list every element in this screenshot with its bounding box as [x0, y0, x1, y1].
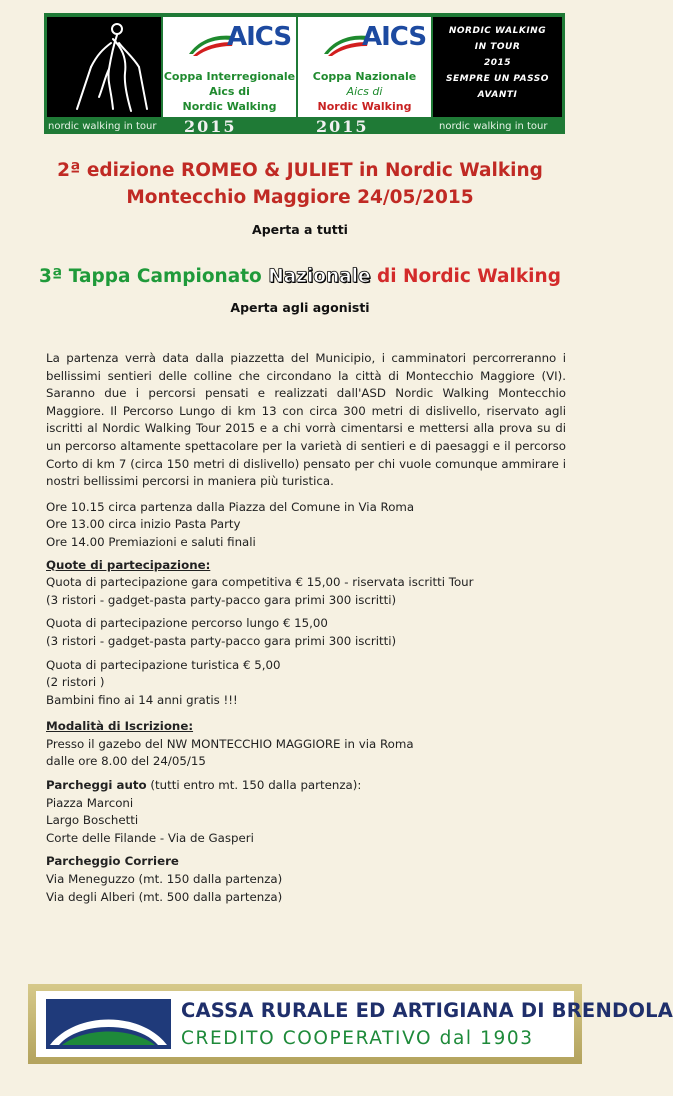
nordic-walking-tour-panel — [433, 17, 562, 117]
parking-item: Largo Boschetti — [46, 813, 139, 828]
nordic-walker-panel — [47, 17, 161, 117]
bank-subtitle: CREDITO COOPERATIVO dal 1903 — [181, 1028, 534, 1049]
strip-year-1: 2015 — [184, 117, 237, 136]
place-date-title: Montecchio Maggiore 24/05/2015 — [126, 187, 474, 208]
tappa-mid: Nazionale — [268, 266, 371, 287]
quote-long: Quota di partecipazione percorso lungo € 15,00 — [46, 616, 328, 631]
bank-bridge-logo-icon — [46, 999, 171, 1049]
intro-paragraph: La partenza verrà data dalla piazzetta del Municipio, i camminatori percorreranno i bellissimi sentieri delle colline che circondano la città di Montecchio Maggiore (VI). Saranno due i percorsi pensati e realizzati dall'ASD Nordic Walking Montecchio Maggiore. Il Percorso Lungo di km 13 con circa 300 metri di dislivello, riservato agli iscritti al Nordic Walking Tour 2015 e a chi vorrà cimentarsi e mettersi alla prova su di un percorso altamente spettacolare per la varietà di sentieri e di paesaggi e il percorso Corto di km 7 (circa 150 metri di dislivello) pensato per chi vuole comunque ammirare i nostri bellissimi percorsi in maniera più turistica. — [46, 351, 566, 489]
bank-name: CASSA RURALE ED ARTIGIANA DI BRENDOLA — [181, 999, 673, 1022]
quote-competitive: Quota di partecipazione gara competitiva € 15,00 - riservata iscritti Tour — [46, 575, 474, 590]
tour-line4: SEMPRE UN PASSO — [446, 74, 549, 84]
panel3-text — [298, 69, 431, 114]
sponsor-logo-box — [36, 991, 673, 1057]
aics-logo — [185, 20, 292, 60]
edition-title: 2ª edizione ROMEO & JULIET in Nordic Walking — [57, 160, 543, 181]
quote-section — [46, 557, 566, 710]
panel3-line3: Nordic Walking — [317, 100, 412, 113]
tour-line3: 2015 — [483, 58, 512, 68]
panel2-text — [163, 69, 296, 114]
parcheggi-auto-section — [46, 777, 566, 847]
panel2-line3: Nordic Walking — [182, 100, 277, 113]
iscrizione-line1: Presso il gazebo del NW MONTECCHIO MAGGIORE in via Roma — [46, 736, 414, 751]
tappa-title — [0, 266, 600, 287]
panel3-line1: Coppa Nazionale — [312, 70, 417, 83]
aics-logo — [320, 20, 427, 60]
quote-kids: Bambini fino ai 14 anni gratis !!! — [46, 692, 238, 707]
banner-strip — [44, 119, 565, 134]
parking-item: Piazza Marconi — [46, 795, 134, 810]
strip-year-2: 2015 — [316, 117, 369, 136]
panel2-line1: Coppa Interregionale — [163, 70, 296, 83]
aics-brand: AICS — [362, 22, 427, 52]
quote-tourist: Quota di partecipazione turistica € 5,00 — [46, 657, 281, 672]
parcheggi-auto-note: (tutti entro mt. 150 dalla partenza): — [146, 778, 362, 793]
event-body — [46, 350, 566, 906]
quote-competitive-note: (3 ristori - gadget-pasta party-pacco gara primi 300 iscritti) — [46, 592, 397, 607]
tappa-pre: 3ª Tappa Campionato — [39, 266, 269, 287]
tour-line5: AVANTI — [477, 90, 518, 100]
schedule-list — [46, 499, 566, 552]
schedule-item: Ore 10.15 circa partenza dalla Piazza del Comune in Via Roma — [46, 499, 415, 514]
panel2-line2: Aics di — [209, 85, 250, 98]
tour-text — [433, 23, 562, 103]
nordic-walker-figure-icon — [47, 17, 161, 117]
open-agonisti-label: Aperta agli agonisti — [230, 300, 370, 315]
quote-long-note: (3 ristori - gadget-pasta party-pacco gara primi 300 iscritti) — [46, 633, 397, 648]
sponsor-footer — [28, 984, 673, 1064]
strip-tag-left: nordic walking in tour — [48, 121, 157, 132]
coppa-interregionale-panel — [163, 17, 296, 117]
coppa-nazionale-panel — [298, 17, 431, 117]
iscrizione-heading: Modalità di Iscrizione: — [46, 719, 194, 734]
quote-heading: Quote di partecipazione: — [46, 557, 211, 572]
parcheggi-auto-heading: Parcheggi auto — [46, 778, 147, 793]
tappa-post: di Nordic Walking — [370, 266, 561, 287]
open-all-label: Aperta a tutti — [252, 222, 348, 237]
tour-line1: NORDIC WALKING — [448, 26, 547, 36]
tour-line2: IN TOUR — [474, 42, 521, 52]
aics-brand: AICS — [227, 22, 292, 52]
strip-tag-right: nordic walking in tour — [439, 121, 548, 132]
parcheggio-corriere-section — [46, 853, 566, 906]
quote-tourist-note: (2 ristori ) — [46, 675, 105, 690]
iscrizione-line2: dalle ore 8.00 del 24/05/15 — [46, 754, 206, 769]
parking-item: Corte delle Filande - Via de Gasperi — [46, 830, 254, 845]
panel3-line2: Aics di — [346, 85, 383, 98]
schedule-item: Ore 13.00 circa inizio Pasta Party — [46, 517, 241, 532]
bus-parking-item: Via Meneguzzo (mt. 150 dalla partenza) — [46, 872, 283, 887]
iscrizione-section — [46, 718, 566, 771]
schedule-item: Ore 14.00 Premiazioni e saluti finali — [46, 534, 256, 549]
bus-parking-item: Via degli Alberi (mt. 500 dalla partenza) — [46, 889, 283, 904]
header-banner — [44, 13, 565, 134]
parcheggio-corriere-heading: Parcheggio Corriere — [46, 854, 179, 869]
